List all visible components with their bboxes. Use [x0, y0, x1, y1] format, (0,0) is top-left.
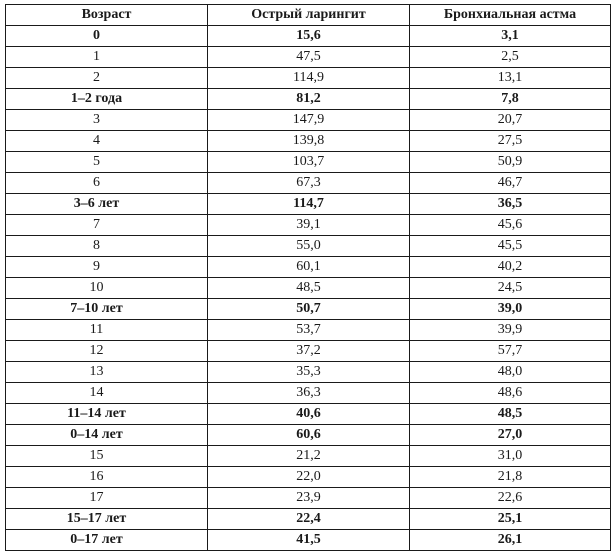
cell-laryngitis: 114,7 [208, 194, 410, 215]
cell-asthma: 45,6 [410, 215, 611, 236]
cell-asthma: 45,5 [410, 236, 611, 257]
cell-age: 12 [6, 341, 208, 362]
table-row [6, 215, 611, 236]
cell-age: 8 [6, 236, 208, 257]
cell-laryngitis: 40,6 [208, 404, 410, 425]
table-row-subtotal [6, 425, 611, 446]
table-row-subtotal [6, 194, 611, 215]
cell-asthma: 36,5 [410, 194, 611, 215]
cell-age: 3–6 лет [6, 194, 208, 215]
cell-age: 6 [6, 173, 208, 194]
table-row-subtotal [6, 299, 611, 320]
table-body [6, 26, 611, 551]
cell-age: 9 [6, 257, 208, 278]
cell-age: 4 [6, 131, 208, 152]
cell-age: 10 [6, 278, 208, 299]
cell-asthma: 7,8 [410, 89, 611, 110]
cell-laryngitis: 60,6 [208, 425, 410, 446]
cell-asthma: 46,7 [410, 173, 611, 194]
cell-laryngitis: 41,5 [208, 530, 410, 551]
header-asthma: Бронхиальная астма [410, 5, 611, 26]
table-row [6, 173, 611, 194]
cell-asthma: 25,1 [410, 509, 611, 530]
cell-laryngitis: 147,9 [208, 110, 410, 131]
cell-laryngitis: 37,2 [208, 341, 410, 362]
cell-asthma: 2,5 [410, 47, 611, 68]
cell-age: 7–10 лет [6, 299, 208, 320]
cell-age: 5 [6, 152, 208, 173]
cell-asthma: 48,0 [410, 362, 611, 383]
table-row-subtotal [6, 404, 611, 425]
table-row [6, 320, 611, 341]
cell-age: 16 [6, 467, 208, 488]
cell-age: 7 [6, 215, 208, 236]
cell-asthma: 27,5 [410, 131, 611, 152]
cell-asthma: 21,8 [410, 467, 611, 488]
cell-age: 13 [6, 362, 208, 383]
cell-laryngitis: 67,3 [208, 173, 410, 194]
table-row-subtotal [6, 89, 611, 110]
table-row [6, 68, 611, 89]
cell-asthma: 40,2 [410, 257, 611, 278]
cell-laryngitis: 35,3 [208, 362, 410, 383]
cell-asthma: 39,0 [410, 299, 611, 320]
cell-asthma: 48,5 [410, 404, 611, 425]
cell-asthma: 22,6 [410, 488, 611, 509]
cell-asthma: 13,1 [410, 68, 611, 89]
cell-age: 1 [6, 47, 208, 68]
cell-age: 11–14 лет [6, 404, 208, 425]
cell-age: 1–2 года [6, 89, 208, 110]
table-header [6, 5, 611, 26]
table-row [6, 446, 611, 467]
cell-laryngitis: 15,6 [208, 26, 410, 47]
table-row [6, 152, 611, 173]
cell-age: 14 [6, 383, 208, 404]
cell-laryngitis: 139,8 [208, 131, 410, 152]
table-row-subtotal [6, 26, 611, 47]
cell-asthma: 48,6 [410, 383, 611, 404]
table-row [6, 110, 611, 131]
cell-age: 17 [6, 488, 208, 509]
cell-age: 2 [6, 68, 208, 89]
table-row [6, 236, 611, 257]
cell-age: 0–14 лет [6, 425, 208, 446]
cell-asthma: 20,7 [410, 110, 611, 131]
cell-laryngitis: 21,2 [208, 446, 410, 467]
header-age: Возраст [6, 5, 208, 26]
cell-asthma: 3,1 [410, 26, 611, 47]
table-row [6, 362, 611, 383]
cell-asthma: 27,0 [410, 425, 611, 446]
table-row [6, 488, 611, 509]
table-row [6, 383, 611, 404]
incidence-table [5, 4, 611, 551]
cell-laryngitis: 23,9 [208, 488, 410, 509]
cell-age: 3 [6, 110, 208, 131]
cell-asthma: 24,5 [410, 278, 611, 299]
cell-asthma: 50,9 [410, 152, 611, 173]
table-row [6, 131, 611, 152]
cell-laryngitis: 53,7 [208, 320, 410, 341]
cell-asthma: 31,0 [410, 446, 611, 467]
cell-laryngitis: 22,4 [208, 509, 410, 530]
cell-age: 11 [6, 320, 208, 341]
table-row-subtotal [6, 530, 611, 551]
cell-age: 15–17 лет [6, 509, 208, 530]
table-row [6, 341, 611, 362]
cell-age: 15 [6, 446, 208, 467]
cell-age: 0 [6, 26, 208, 47]
table-row [6, 257, 611, 278]
header-row [6, 5, 611, 26]
cell-laryngitis: 47,5 [208, 47, 410, 68]
cell-laryngitis: 81,2 [208, 89, 410, 110]
table-row [6, 47, 611, 68]
cell-asthma: 57,7 [410, 341, 611, 362]
table-row [6, 467, 611, 488]
cell-asthma: 39,9 [410, 320, 611, 341]
cell-asthma: 26,1 [410, 530, 611, 551]
cell-laryngitis: 60,1 [208, 257, 410, 278]
table-row-subtotal [6, 509, 611, 530]
header-laryngitis: Острый ларингит [208, 5, 410, 26]
table-row [6, 278, 611, 299]
cell-laryngitis: 36,3 [208, 383, 410, 404]
cell-laryngitis: 114,9 [208, 68, 410, 89]
cell-laryngitis: 39,1 [208, 215, 410, 236]
cell-laryngitis: 22,0 [208, 467, 410, 488]
cell-laryngitis: 50,7 [208, 299, 410, 320]
cell-laryngitis: 55,0 [208, 236, 410, 257]
cell-laryngitis: 103,7 [208, 152, 410, 173]
cell-age: 0–17 лет [6, 530, 208, 551]
cell-laryngitis: 48,5 [208, 278, 410, 299]
